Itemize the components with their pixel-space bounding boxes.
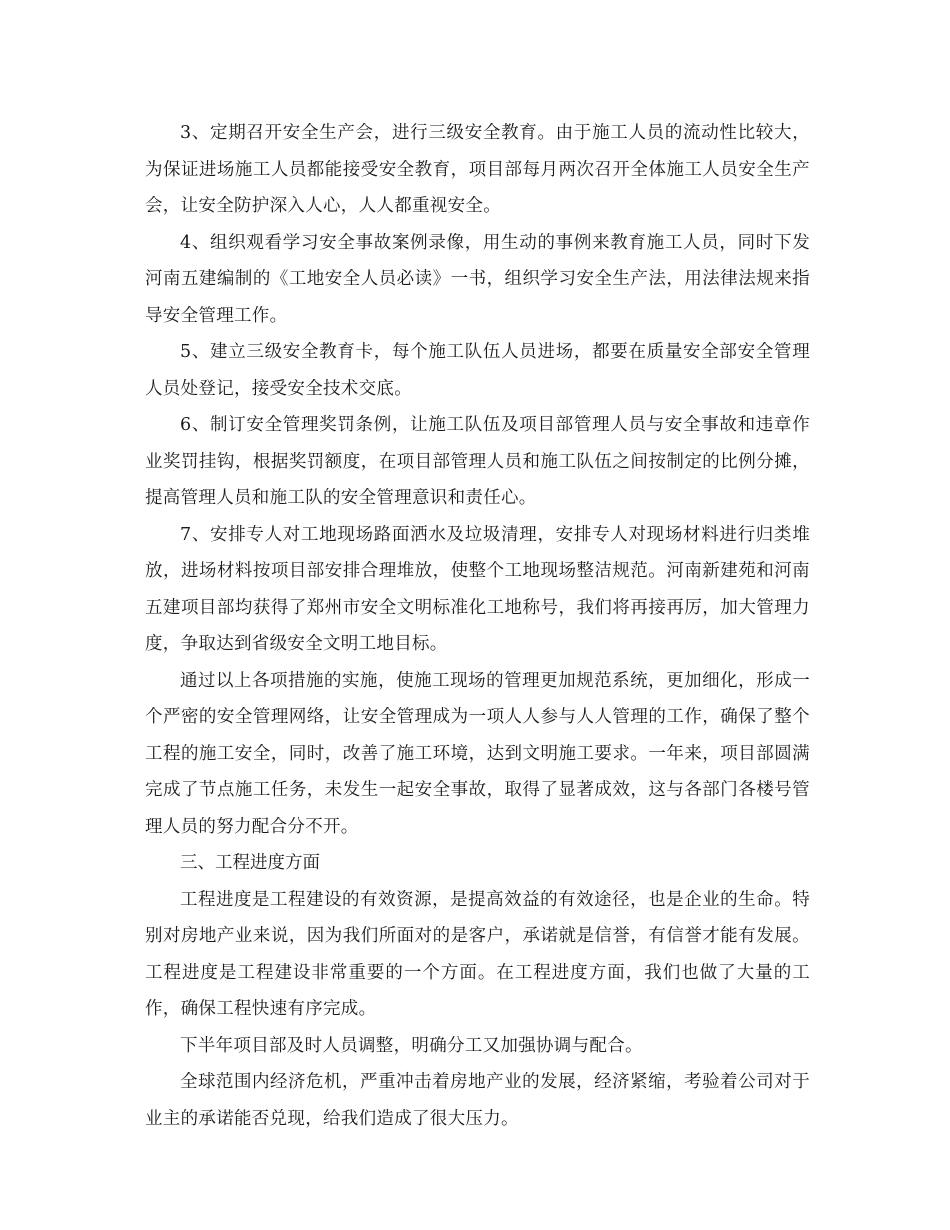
paragraph-case-video: 4、组织观看学习安全事故案例录像，用生动的事例来教育施工人员，同时下发河南五建编制的《工地安全人员必读》一书，组织学习安全生产法，用法律法规来指导安全管理工作。 — [145, 232, 810, 326]
paragraph-safety-summary: 通过以上各项措施的实施，使施工现场的管理更加规范系统，更加细化，形成一个严密的安全管理网络，让安全管理成为一项人人参与人人管理的工作，确保了整个工程的施工安全，同时，改善了施工环境，达到文明施工要求。一年来，项目部圆满完成了节点施工任务，未发生一起安全事故，取得了显著成效，这与各部门各楼号管理人员的努力配合分不开。 — [145, 670, 810, 837]
paragraph-staff-adjustment: 下半年项目部及时人员调整，明确分工又加强协调与配合。 — [180, 1035, 643, 1056]
paragraph-site-cleaning: 7、安排专人对工地现场路面洒水及垃圾清理，安排专人对现场材料进行归类堆放，进场材料按项目部安排合理堆放，使整个工地现场整洁规范。河南新建苑和河南五建项目部均获得了郑州市安全文明标准化工地称号，我们将再接再厉，加大管理力度，争取达到省级安全文明工地目标。 — [145, 524, 810, 654]
paragraph-economic-crisis: 全球范围内经济危机，严重冲击着房地产业的发展，经济紧缩，考验着公司对于业主的承诺能否兑现，给我们造成了很大压力。 — [145, 1072, 810, 1129]
paragraph-progress-importance: 工程进度是工程建设的有效资源，是提高效益的有效途径，也是企业的生命。特别对房地产业来说，因为我们所面对的是客户，承诺就是信誉，有信誉才能有发展。工程进度是工程建设非常重要的一个方面。在工程进度方面，我们也做了大量的工作，确保工程快速有序完成。 — [145, 889, 810, 1019]
paragraph-safety-meeting: 3、定期召开安全生产会，进行三级安全教育。由于施工人员的流动性比较大，为保证进场施工人员都能接受安全教育，项目部每月两次召开全体施工人员安全生产会，让安全防护深入人心，人人都重视安全。 — [145, 123, 810, 216]
paragraph-education-card: 5、建立三级安全教育卡，每个施工队伍人员进场，都要在质量安全部安全管理人员处登记，接受安全技术交底。 — [145, 342, 810, 399]
document-page — [145, 115, 810, 1137]
section-heading-progress: 三、工程进度方面 — [180, 853, 320, 873]
paragraph-reward-penalty: 6、制订安全管理奖罚条例，让施工队伍及项目部管理人员与安全事故和违章作业奖罚挂钩，根据奖罚额度，在项目部管理人员和施工队伍之间按制定的比例分摊，提高管理人员和施工队的安全管理意识和责任心。 — [145, 415, 810, 508]
